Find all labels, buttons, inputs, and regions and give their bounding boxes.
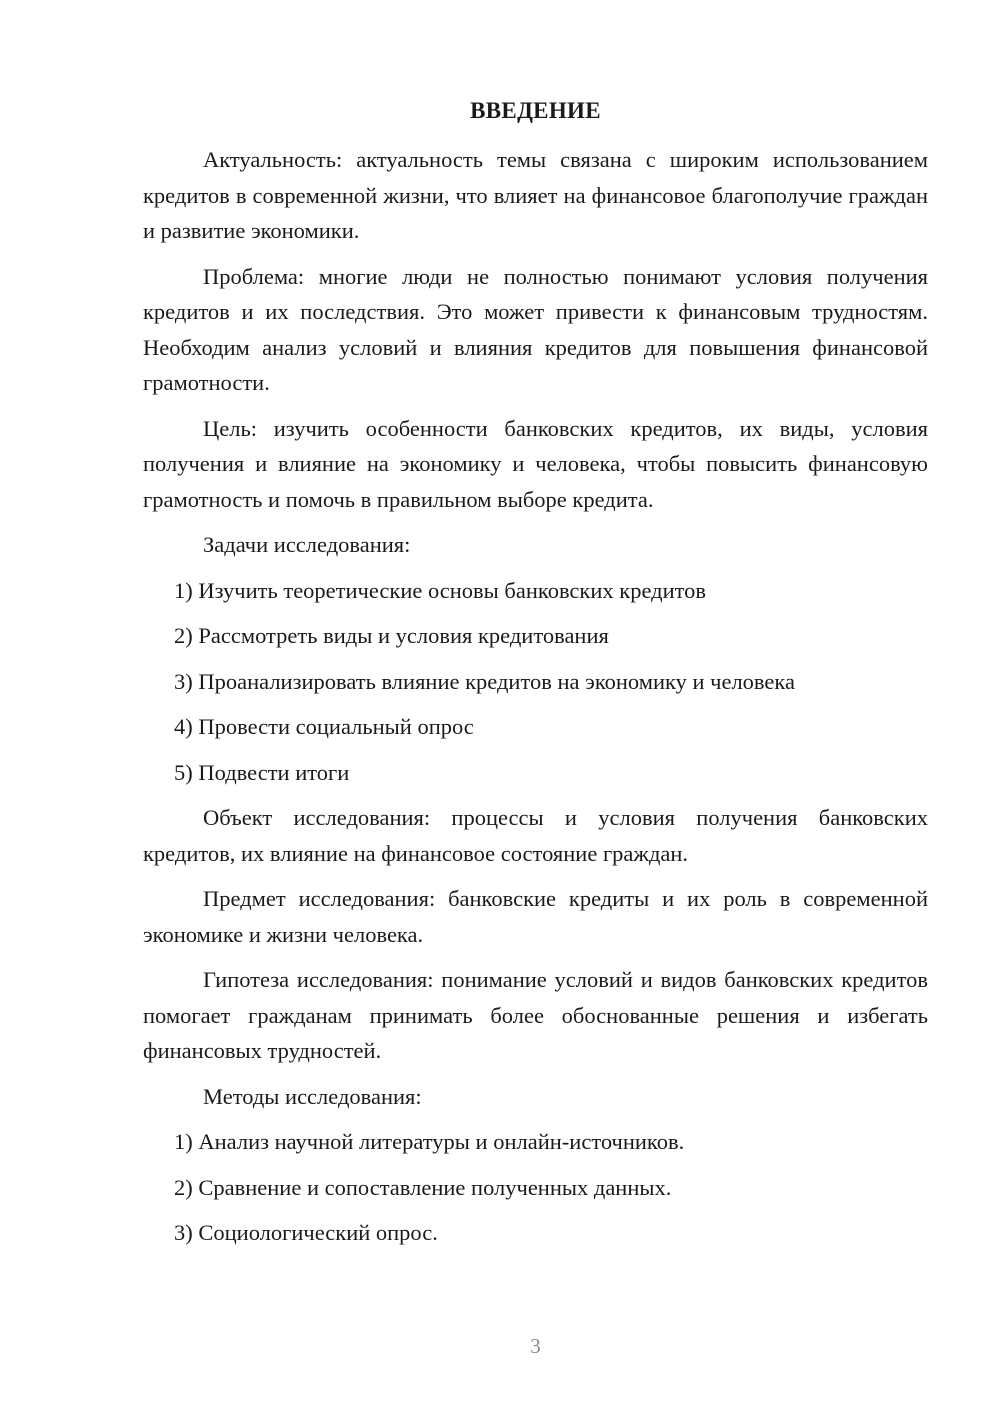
section-title: ВВЕДЕНИЕ: [470, 98, 601, 123]
task-item: 1) Изучить теоретические основы банковских кредитов: [174, 577, 707, 603]
goal-paragraph: Цель: изучить особенности банковских кредитов, их виды, условия получения и влияние на экономику и человека, чтобы повысить финансовую грамотность и помочь в правильном выборе кредита.: [143, 415, 928, 512]
task-item: 3) Проанализировать влияние кредитов на экономику и человека: [174, 668, 795, 694]
tasks-heading: Задачи исследования:: [203, 532, 411, 557]
task-item: 2) Рассмотреть виды и условия кредитования: [174, 623, 609, 648]
relevance-paragraph: Актуальность: актуальность темы связана с широким использованием кредитов в современной жизни, что влияет на финансовое благополучие граждан и развитие экономики.: [143, 147, 928, 243]
page-number: 3: [530, 1334, 541, 1358]
method-item: 1) Анализ научной литературы и онлайн-источников.: [174, 1129, 685, 1154]
task-item: 4) Провести социальный опрос: [174, 714, 474, 739]
methods-heading: Методы исследования:: [203, 1083, 422, 1109]
object-paragraph: Объект исследования: процессы и условия получения банковских кредитов, их влияние на финансовое состояние граждан.: [143, 805, 928, 866]
problem-paragraph: Проблема: многие люди не полностью понимают условия получения кредитов и их последствия. Это может привести к финансовым трудностям. Необходим анализ условий и влияния кредитов для повышения финансовой грамотности.: [143, 263, 928, 395]
subject-paragraph: Предмет исследования: банковские кредиты и их роль в современной экономике и жизни человека.: [143, 886, 928, 947]
hypothesis-paragraph: Гипотеза исследования: понимание условий и видов банковских кредитов помогает гражданам принимать более обоснованные решения и избегать финансовых трудностей.: [143, 967, 928, 1063]
introduction-body: [143, 142, 928, 1261]
document-page: [143, 0, 928, 1414]
method-item: 3) Социологический опрос.: [174, 1220, 438, 1245]
task-item: 5) Подвести итоги: [174, 759, 350, 785]
method-item: 2) Сравнение и сопоставление полученных данных.: [174, 1174, 672, 1200]
